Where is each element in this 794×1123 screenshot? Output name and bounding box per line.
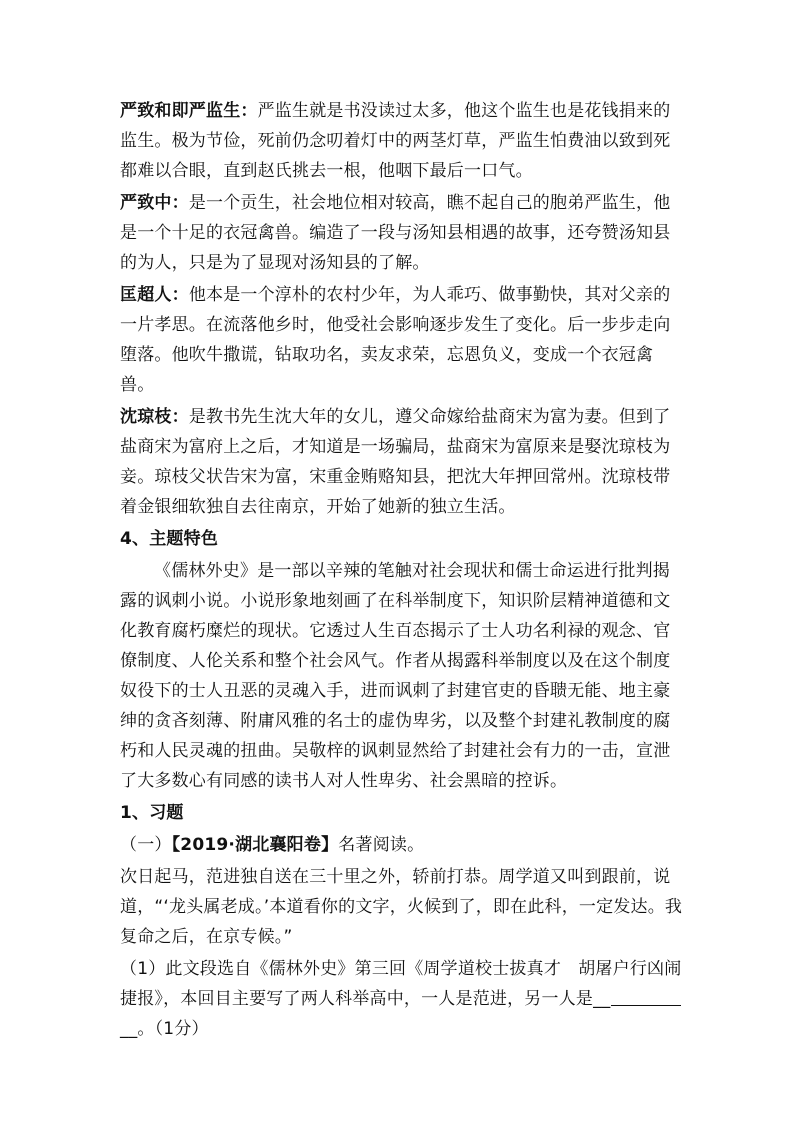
exercise-source: 【2019·湖北襄阳卷】: [171, 835, 339, 855]
character-description: 是一个贡生，社会地位相对较高，瞧不起自己的胞弟严监生，他是一个十足的衣冠禽兽。编造了一段与汤知县相遇的故事，还夸赞汤知县的为人，只是为了显现对汤知县的了解。: [120, 193, 671, 273]
answer-blank-right: __: [120, 1019, 138, 1039]
character-description: 他本是一个淳朴的农村少年，为人乖巧、做事勤快，其对父亲的一片孝思。在流落他乡时，他受社会影响逐步发生了变化。后一步步走向堕落。他吹牛撒谎，钻取功名，卖友求荣，忘恩负义，变成一个衣冠禽兽。: [120, 285, 671, 395]
exercise-instruction: 名著阅读。: [338, 835, 425, 855]
character-description: 严监生就是书没读过太多，他这个监生也是花钱捐来的监生。极为节俭，死前仍念叨着灯中的两茎灯草，严监生怕费油以致到死都难以合眼，直到赵氏挑去一根，他咽下最后一口气。: [120, 101, 671, 181]
theme-body: 《儒林外史》是一部以辛辣的笔触对社会现状和儒士命运进行批判揭露的讽刺小说。小说形象地刻画了在科举制度下，知识阶层精神道德和文化教育腐朽糜烂的现状。它透过人生百态揭示了士人功名利禄的观念、官僚制度、人伦关系和整个社会风气。作者从揭露科举制度以及在这个制度奴役下的士人丑恶的灵魂入手，进而讽刺了封建官吏的昏聩无能、地主豪绅的贪吝刻薄、附庸风雅的名士的虚伪卑劣，以及整个封建礼教制度的腐朽和人民灵魂的扭曲。吴敬梓的讽刺显然给了封建社会有力的一击，宣泄了大多数心有同感的读书人对人性卑劣、社会黑暗的控诉。: [120, 561, 671, 791]
character-name: 严致和即严监生：: [120, 101, 258, 121]
exercise-number: （一）: [120, 835, 172, 855]
character-kuang-chaoren: [120, 280, 686, 400]
answer-blank[interactable]: [611, 987, 681, 1006]
answer-blank-left: __: [593, 989, 611, 1009]
character-yan-jiansheng: [120, 96, 686, 186]
character-yan-zhizhong: [120, 188, 686, 278]
character-name: 沈琼枝：: [120, 407, 189, 427]
document-content: [120, 96, 686, 1046]
exercise-passage: 次日起马，范进独自送在三十里之外，轿前打恭。周学道又叫到跟前，说道，“‘龙头属老成。’本道看你的文字，火候到了，即在此科，一定发达。我复命之后，在京专候。”: [120, 867, 683, 947]
character-shen-qiongzhi: [120, 402, 686, 522]
question-score: （1分）: [154, 1019, 209, 1039]
character-name: 匡超人：: [120, 285, 189, 305]
question-text: （1）此文段选自《儒林外史》第三回《周学道校士拔真才 胡屠户行凶闹捷报》，本回目主要写了两人科举高中，一人是范进，另一人是: [120, 959, 682, 1009]
exercise-intro: [120, 830, 686, 860]
character-description: 是教书先生沈大年的女儿，遵父命嫁给盐商宋为富为妻。但到了盐商宋为富府上之后，才知道是一场骗局，盐商宋为富原来是娶沈琼枝为妾。琼枝父状告宋为富，宋重金贿赂知县，把沈大年押回常州。沈琼枝带着金银细软独自去往南京，开始了她新的独立生活。: [120, 407, 671, 517]
question-end: 。: [137, 1019, 155, 1039]
exercise-question: [120, 954, 686, 1044]
character-name: 严致中：: [120, 193, 189, 213]
exercise-heading: 1、习题: [120, 803, 184, 823]
theme-heading: 4、主题特色: [120, 529, 219, 549]
